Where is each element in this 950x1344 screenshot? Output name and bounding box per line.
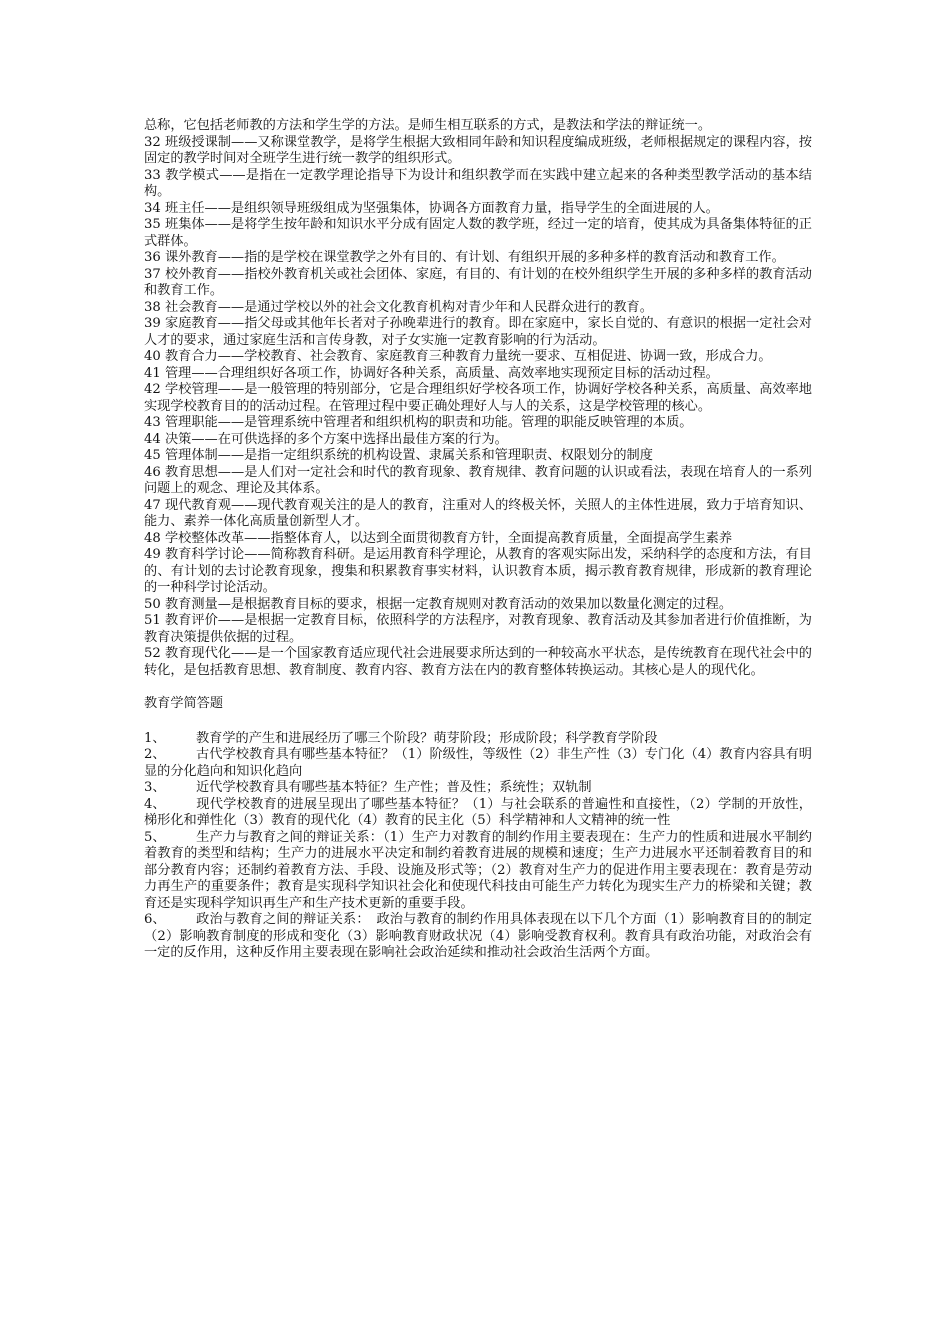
- question-number: 5、: [144, 829, 166, 845]
- question-text: 政治与教育之间的辩证关系： 政治与教育的制约作用具体表现在以下几个方面（1）影响教育目的的制定（2）影响教育制度的形成和变化（3）影响教育财政状况（4）影响受教育权利。教育具有政治功能，对政治会有一定的反作用，这种反作用主要表现在影响社会政治延续和推动社会政治生活两个方面。: [144, 912, 812, 960]
- definition-paragraph: 43 管理职能——是管理系统中管理者和组织机构的职责和功能。管理的职能反映管理的本质。: [144, 415, 693, 430]
- definition-paragraph: 39 家庭教育——指父母或其他年长者对子孙晚辈进行的教育。即在家庭中，家长自觉的、有意识的根据一定社会对人才的要求，通过家庭生活和言传身教，对子女实施一定教育影响的行为活动。: [144, 316, 812, 348]
- definition-paragraph: 45 管理体制——是指一定组织系统的机构设置、隶属关系和管理职责、权限划分的制度: [144, 448, 653, 463]
- question-number: 4、: [144, 796, 166, 812]
- section-heading: 教育学简答题: [144, 696, 224, 711]
- question-item: [144, 797, 812, 830]
- definition-paragraph: 44 决策——在可供选择的多个方案中选择出最佳方案的行为。: [144, 431, 508, 447]
- definition-paragraph: 35 班集体——是将学生按年龄和知识水平分成有固定人数的教学班，经过一定的培育，使其成为具备集体特征的正式群体。: [144, 217, 812, 249]
- definitions-list: [144, 118, 812, 679]
- definition-paragraph: 50 教育测量—是根据教育目标的要求，根据一定教育规则对教育活动的效果加以数量化测定的过程。: [144, 596, 733, 612]
- definition-paragraph: 36 课外教育——指的是学校在课堂教学之外有目的、有计划、有组织开展的多种多样的教育活动和教育工作。: [144, 250, 785, 265]
- question-text: 生产力与教育之间的辩证关系：（1）生产力对教育的制约作用主要表现在：生产力的性质和进展水平制约着教育的类型和结构；生产力的进展水平决定和制约着教育进展的规模和速度；生产力进展水平还制着教育目的和部分教育内容；还制约着教育方法、手段、设施及形式等；（2）教育对生产力的促进作用主要表现在：教育是劳动力再生产的重要条件；教育是实现科学知识社会化和使现代科技由可能生产力转化为现实生产力的桥梁和关键；教育还是实现科学知识再生产和生产技术更新的重要手段。: [144, 829, 812, 911]
- definition-paragraph: 34 班主任——是组织领导班级组成为坚强集体，协调各方面教育力量，指导学生的全面进展的人。: [144, 200, 719, 216]
- definition-paragraph: 48 学校整体改革——指整体育人，以达到全面贯彻教育方针，全面提高教育质量，全面提高学生素养: [144, 530, 733, 546]
- question-item: [144, 731, 812, 748]
- questions-list: [144, 731, 812, 962]
- question-item: [144, 747, 812, 780]
- question-item: [144, 912, 812, 962]
- question-text: 古代学校教育具有哪些基本特征？（1）阶级性，等级性（2）非生产性（3）专门化（4）教育内容具有明显的分化趋向和知识化趋向: [144, 747, 812, 779]
- definition-paragraph: 40 教育合力——学校教育、社会教育、家庭教育三种教育力量统一要求、互相促进、协调一致，形成合力。: [144, 349, 772, 364]
- definition-paragraph: 52 教育现代化——是一个国家教育适应现代社会进展要求所达到的一种较高水平状态，是传统教育在现代社会中的转化，是包括教育思想、教育制度、教育内容、教育方法在内的教育整体转换运动。其核心是人的现代化。: [144, 646, 812, 678]
- definition-paragraph: 32 班级授课制——又称课堂教学，是将学生根据大致相同年龄和知识程度编成班级，老师根据规定的课程内容，按固定的教学时间对全班学生进行统一教学的组织形式。: [144, 134, 812, 166]
- definition-paragraph: 37 校外教育——指校外教育机关或社会团体、家庭，有目的、有计划的在校外组织学生开展的多种多样的教育活动和教育工作。: [144, 266, 812, 298]
- question-text: 近代学校教育具有哪些基本特征？生产性；普及性；系统性；双轨制: [196, 780, 592, 795]
- question-number: 2、: [144, 747, 166, 762]
- question-item: [144, 780, 812, 797]
- question-item: [144, 830, 812, 913]
- definition-paragraph: 42 学校管理——是一般管理的特别部分，它是合理组织好学校各项工作，协调好学校各种关系，高质量、高效率地实现学校教育目的的活动过程。在管理过程中要正确处理好人与人的关系，这是学校管理的核心。: [144, 382, 812, 414]
- definition-paragraph: 49 教育科学讨论——简称教育科研。是运用教育科学理论，从教育的客观实际出发，采纳科学的态度和方法，有目的、有计划的去讨论教育现象，搜集和积累教育事实材料，认识教育本质，揭示教育教育规律，形成新的教育理论的一种科学讨论活动。: [144, 547, 812, 595]
- question-text: 教育学的产生和进展经历了哪三个阶段？萌芽阶段；形成阶段；科学教育学阶段: [196, 730, 658, 746]
- document-body: [144, 118, 812, 962]
- question-number: 6、: [144, 912, 166, 927]
- question-number: 3、: [144, 780, 166, 795]
- definition-paragraph: 总称，它包括老师教的方法和学生学的方法。是师生相互联系的方式，是教法和学法的辩证统一。: [144, 118, 712, 133]
- definition-paragraph: 47 现代教育观——现代教育观关注的是人的教育，注重对人的终极关怀，关照人的主体性进展，致力于培育知识、能力、素养一体化高质量创新型人才。: [144, 497, 812, 529]
- definition-paragraph: 38 社会教育——是通过学校以外的社会文化教育机构对青少年和人民群众进行的教育。: [144, 299, 653, 315]
- definition-paragraph: 46 教育思想——是人们对一定社会和时代的教育现象、教育规律、教育问题的认识或看法，表现在培育人的一系列问题上的观念、理论及其体系。: [144, 464, 812, 496]
- definition-paragraph: 51 教育评价——是根据一定教育目标，依照科学的方法程序，对教育现象、教育活动及其参加者进行价值推断，为教育决策提供依据的过程。: [144, 613, 812, 645]
- definition-paragraph: 33 教学模式——是指在一定教学理论指导下为设计和组织教学而在实践中建立起来的各种类型教学活动的基本结构。: [144, 167, 812, 199]
- question-number: 1、: [144, 730, 166, 746]
- definition-paragraph: 41 管理——合理组织好各项工作，协调好各种关系，高质量、高效率地实现预定目标的活动过程。: [144, 365, 719, 381]
- question-text: 现代学校教育的进展呈现出了哪些基本特征？（1）与社会联系的普遍性和直接性，（2）学制的开放性，梯形化和弹性化（3）教育的现代化（4）教育的民主化（5）科学精神和人文精神的统一性: [144, 796, 812, 828]
